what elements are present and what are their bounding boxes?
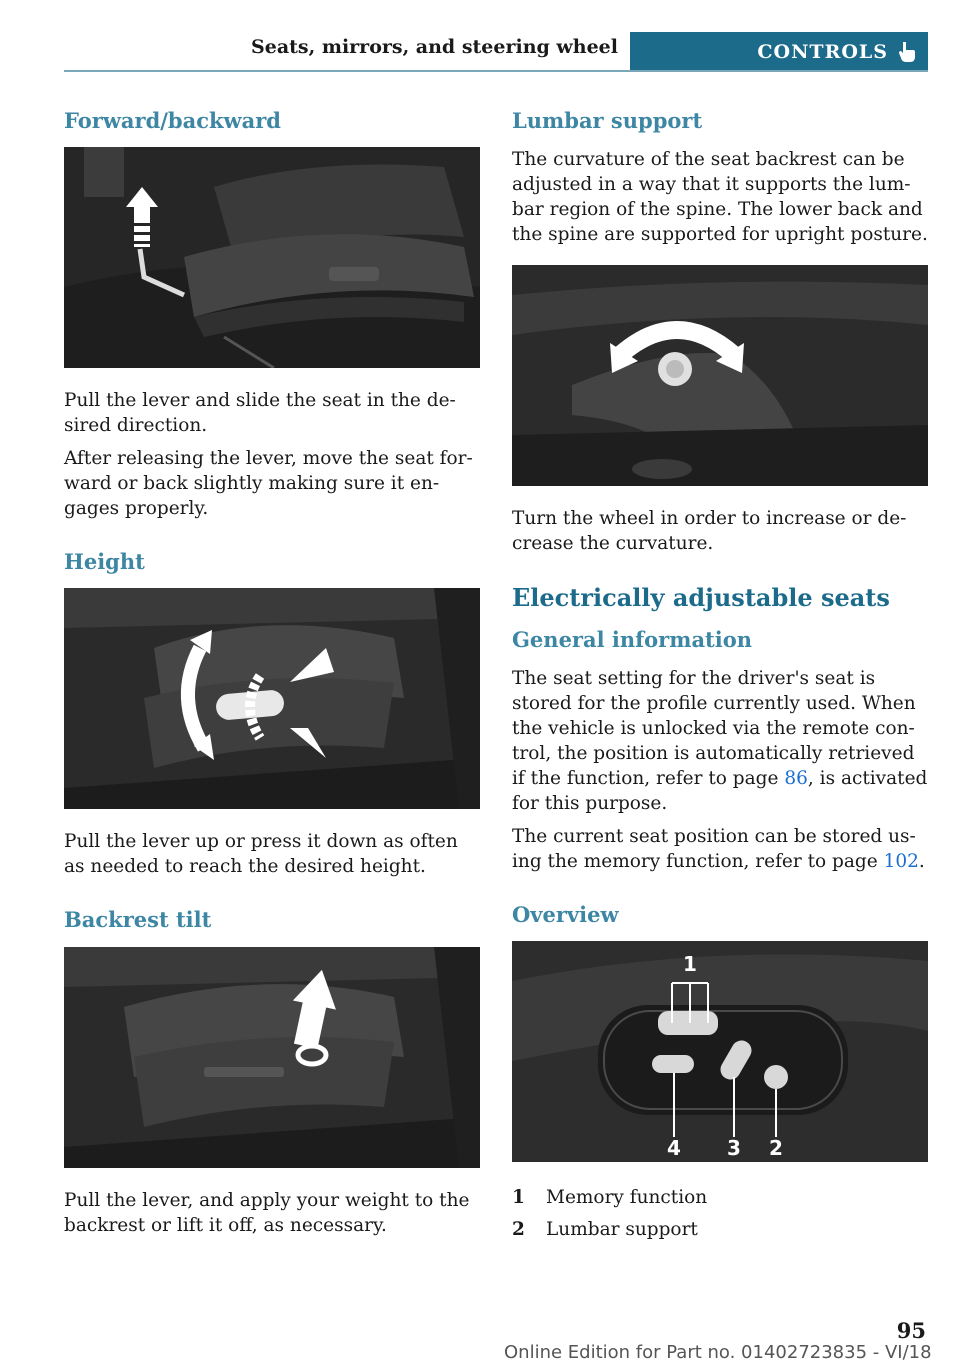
legend-item-number: 2 [512,1219,525,1241]
legend-item-label: Lumbar support [546,1219,698,1241]
forward-backward-text-1: Pull the lever and slide the seat in the de-sired direction. [64,390,456,437]
header-rule [64,70,928,72]
backrest-tilt-text-1: Pull the lever, and apply your weight to the backrest or lift it off, as necessary. [64,1189,470,1236]
page-102-link[interactable]: 102 [883,851,919,873]
lumbar-support-figure [512,265,928,486]
page-86-link[interactable]: 86 [784,768,808,790]
lumbar-support-heading: Lumbar support [512,108,703,133]
backrest-tilt-figure [64,947,480,1168]
overview-figure [512,941,928,1162]
page-number: 95 [896,1318,926,1343]
general-information-text-2: The current seat position can be stored us-ing the memory function, refer to page 102. [512,826,925,873]
edition-text: Online Edition for Part no. 01402723835 - VI/18 [504,1342,932,1363]
general-information-text-1: The seat setting for the driver's seat is stored for the profile currently used. When the vehicle is unlocked via the remote con-trol, the position is automatically retrieved if the function, refer to page 86, is activated for this purpose. [512,668,928,815]
right-column [512,108,928,1246]
lumbar-support-text-2: Turn the wheel in order to increase or de-crease the curvature. [512,508,907,555]
pointing-hand-icon [898,41,916,63]
height-heading: Height [64,549,145,575]
callout-1: 1 [683,952,697,977]
lumbar-support-text-1: The curvature of the seat backrest can be adjusted in a way that it supports the lum-bar region of the spine. The lower back and the spine are supported for upright posture. [512,149,928,246]
legend-item [512,1182,928,1214]
forward-backward-heading: Forward/backward [64,108,281,133]
general-information-heading: General information [512,626,753,652]
header-chapter-tab [630,32,928,72]
forward-backward-text-2: After releasing the lever, move the seat for-ward or back slightly making sure it en-gages properly. [64,448,473,520]
callout-4: 4 [667,1136,681,1161]
forward-backward-figure [64,147,480,368]
callout-2: 2 [769,1136,783,1161]
legend-item [512,1214,928,1246]
header-section-title: Seats, mirrors, and steering wheel [251,36,618,58]
height-figure [64,588,480,809]
left-column [64,108,480,1246]
height-text-1: Pull the lever up or press it down as often as needed to reach the desired height. [64,831,458,878]
electric-seats-heading: Electrically adjustable seats [512,583,890,613]
legend-item-number: 1 [512,1187,525,1209]
backrest-tilt-heading: Backrest tilt [64,907,212,933]
chapter-tab-label: CONTROLS [757,41,888,63]
callout-3: 3 [727,1136,741,1161]
overview-legend [512,1182,928,1246]
overview-heading: Overview [512,902,619,928]
legend-item-label: Memory function [546,1187,708,1209]
